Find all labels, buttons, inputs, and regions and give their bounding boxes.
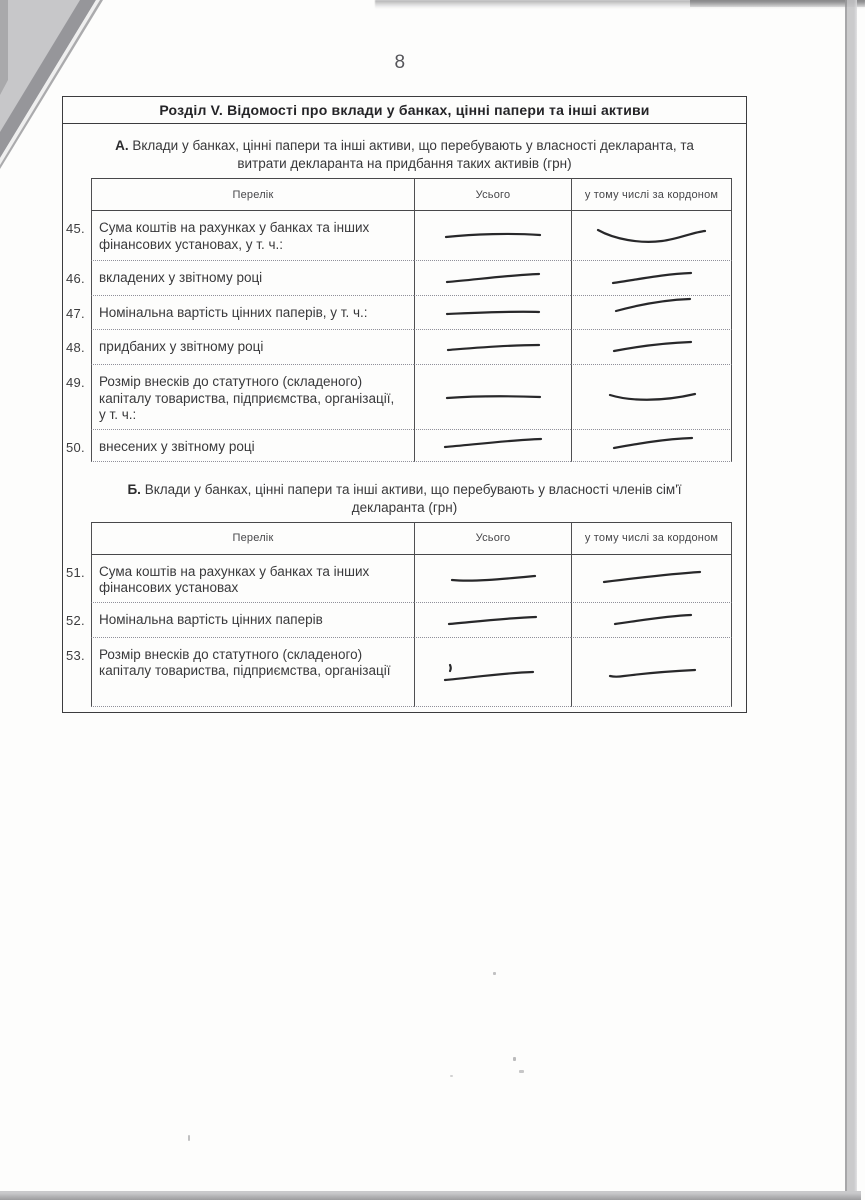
value-abroad — [571, 638, 732, 707]
table-a-header-row — [63, 178, 732, 211]
row-number: 47. — [66, 306, 85, 321]
table-b-header-row — [63, 522, 732, 555]
row-number: 48. — [66, 340, 85, 355]
value-total — [414, 426, 571, 462]
table-a — [63, 178, 732, 462]
handwritten-dash — [607, 335, 697, 359]
handwritten-dash — [598, 566, 706, 590]
section-title: Розділ V. Відомості про вклади у банках, цінні папери та інші активи — [63, 97, 746, 124]
scan-edge-shadow-bottom — [0, 1191, 861, 1200]
row-label: Розмір внесків до статутного (складеного) капіталу товариства, підприємства, організації — [91, 638, 414, 707]
scan-speck — [493, 972, 496, 975]
value-total — [414, 365, 571, 430]
row-label: Сума коштів на рахунках у банках та інших фінансових установах, у т. ч.: — [91, 211, 414, 261]
handwritten-dash — [606, 431, 698, 455]
scan-speck — [513, 1057, 516, 1061]
handwritten-dash — [440, 431, 546, 455]
row-label: придбаних у звітному році — [91, 330, 414, 365]
row-number: 46. — [66, 271, 85, 286]
row-label: внесених у звітному році — [91, 430, 414, 462]
row-number: 49. — [66, 375, 85, 390]
value-total — [414, 555, 571, 603]
column-header-list: Перелік — [91, 522, 414, 555]
handwritten-dash — [603, 384, 701, 410]
handwritten-dash — [441, 658, 545, 686]
table-row-51 — [63, 555, 732, 603]
handwritten-dash — [441, 385, 545, 409]
subsection-a-text: Вклади у банках, цінні папери та інші активи, що перебувають у власності декларанта, та витрати декларанта на придбання таких активів (грн) — [132, 138, 694, 171]
handwritten-dash — [441, 335, 545, 359]
handwritten-dash — [441, 266, 545, 290]
column-header-total: Усього — [414, 522, 571, 555]
table-row-52 — [63, 603, 732, 638]
table-row-49 — [63, 365, 732, 430]
value-total — [414, 296, 571, 330]
row-label: вкладених у звітному році — [91, 261, 414, 296]
handwritten-dash — [444, 608, 542, 632]
column-header-list: Перелік — [91, 178, 414, 211]
value-abroad — [571, 426, 732, 462]
value-total — [414, 330, 571, 365]
row-number: 53. — [66, 647, 85, 663]
table-row-45 — [63, 211, 732, 261]
handwritten-dash — [441, 301, 545, 325]
scan-speck — [450, 1075, 453, 1077]
row-number: 50. — [66, 440, 85, 455]
row-label: Сума коштів на рахунках у банках та інших фінансових установах — [91, 555, 414, 603]
table-row-53 — [63, 638, 732, 707]
row-label: Номінальна вартість цінних паперів — [91, 603, 414, 638]
value-total — [414, 261, 571, 296]
section-v-frame — [62, 96, 747, 713]
handwritten-dash — [606, 293, 698, 317]
value-abroad — [571, 603, 732, 638]
row-label: Номінальна вартість цінних паперів, у т. ч.: — [91, 296, 414, 330]
value-abroad — [571, 555, 732, 603]
scan-speck — [188, 1135, 190, 1141]
row-number: 45. — [66, 221, 85, 236]
value-abroad — [571, 211, 732, 261]
subsection-b-letter: Б. — [127, 481, 141, 497]
table-b — [63, 522, 732, 707]
scan-speck — [519, 1070, 524, 1073]
handwritten-dash — [439, 223, 547, 249]
row-number: 52. — [66, 612, 85, 628]
handwritten-dash — [607, 608, 697, 632]
column-header-abroad: у тому числі за кордоном — [571, 178, 732, 211]
value-abroad — [571, 280, 732, 330]
subsection-a-heading — [105, 137, 705, 173]
column-header-total: Усього — [414, 178, 571, 211]
value-abroad — [571, 365, 732, 430]
page-number: 8 — [394, 52, 406, 73]
subsection-a-letter: А. — [115, 138, 129, 153]
scan-edge-shadow-right — [845, 0, 857, 1200]
column-header-abroad: у тому числі за кордоном — [571, 522, 732, 555]
table-row-48 — [63, 330, 732, 365]
subsection-b-text: Вклади у банках, цінні папери та інші активи, що перебувають у власності членів сім'ї декларанта (грн) — [144, 481, 682, 515]
value-abroad — [571, 330, 732, 365]
table-row-47 — [63, 296, 732, 330]
scan-edge-smudge-top-right — [690, 0, 865, 7]
value-total — [414, 638, 571, 707]
handwritten-dash — [604, 660, 700, 684]
subsection-b-heading — [105, 481, 705, 517]
row-label: Розмір внесків до статутного (складеного) капіталу товариства, підприємства, організації, у т. ч.: — [91, 365, 414, 430]
table-row-50 — [63, 430, 732, 462]
handwritten-dash — [445, 566, 541, 590]
value-total — [414, 603, 571, 638]
value-total — [414, 211, 571, 261]
handwritten-dash — [594, 222, 710, 250]
row-number: 51. — [66, 564, 85, 580]
